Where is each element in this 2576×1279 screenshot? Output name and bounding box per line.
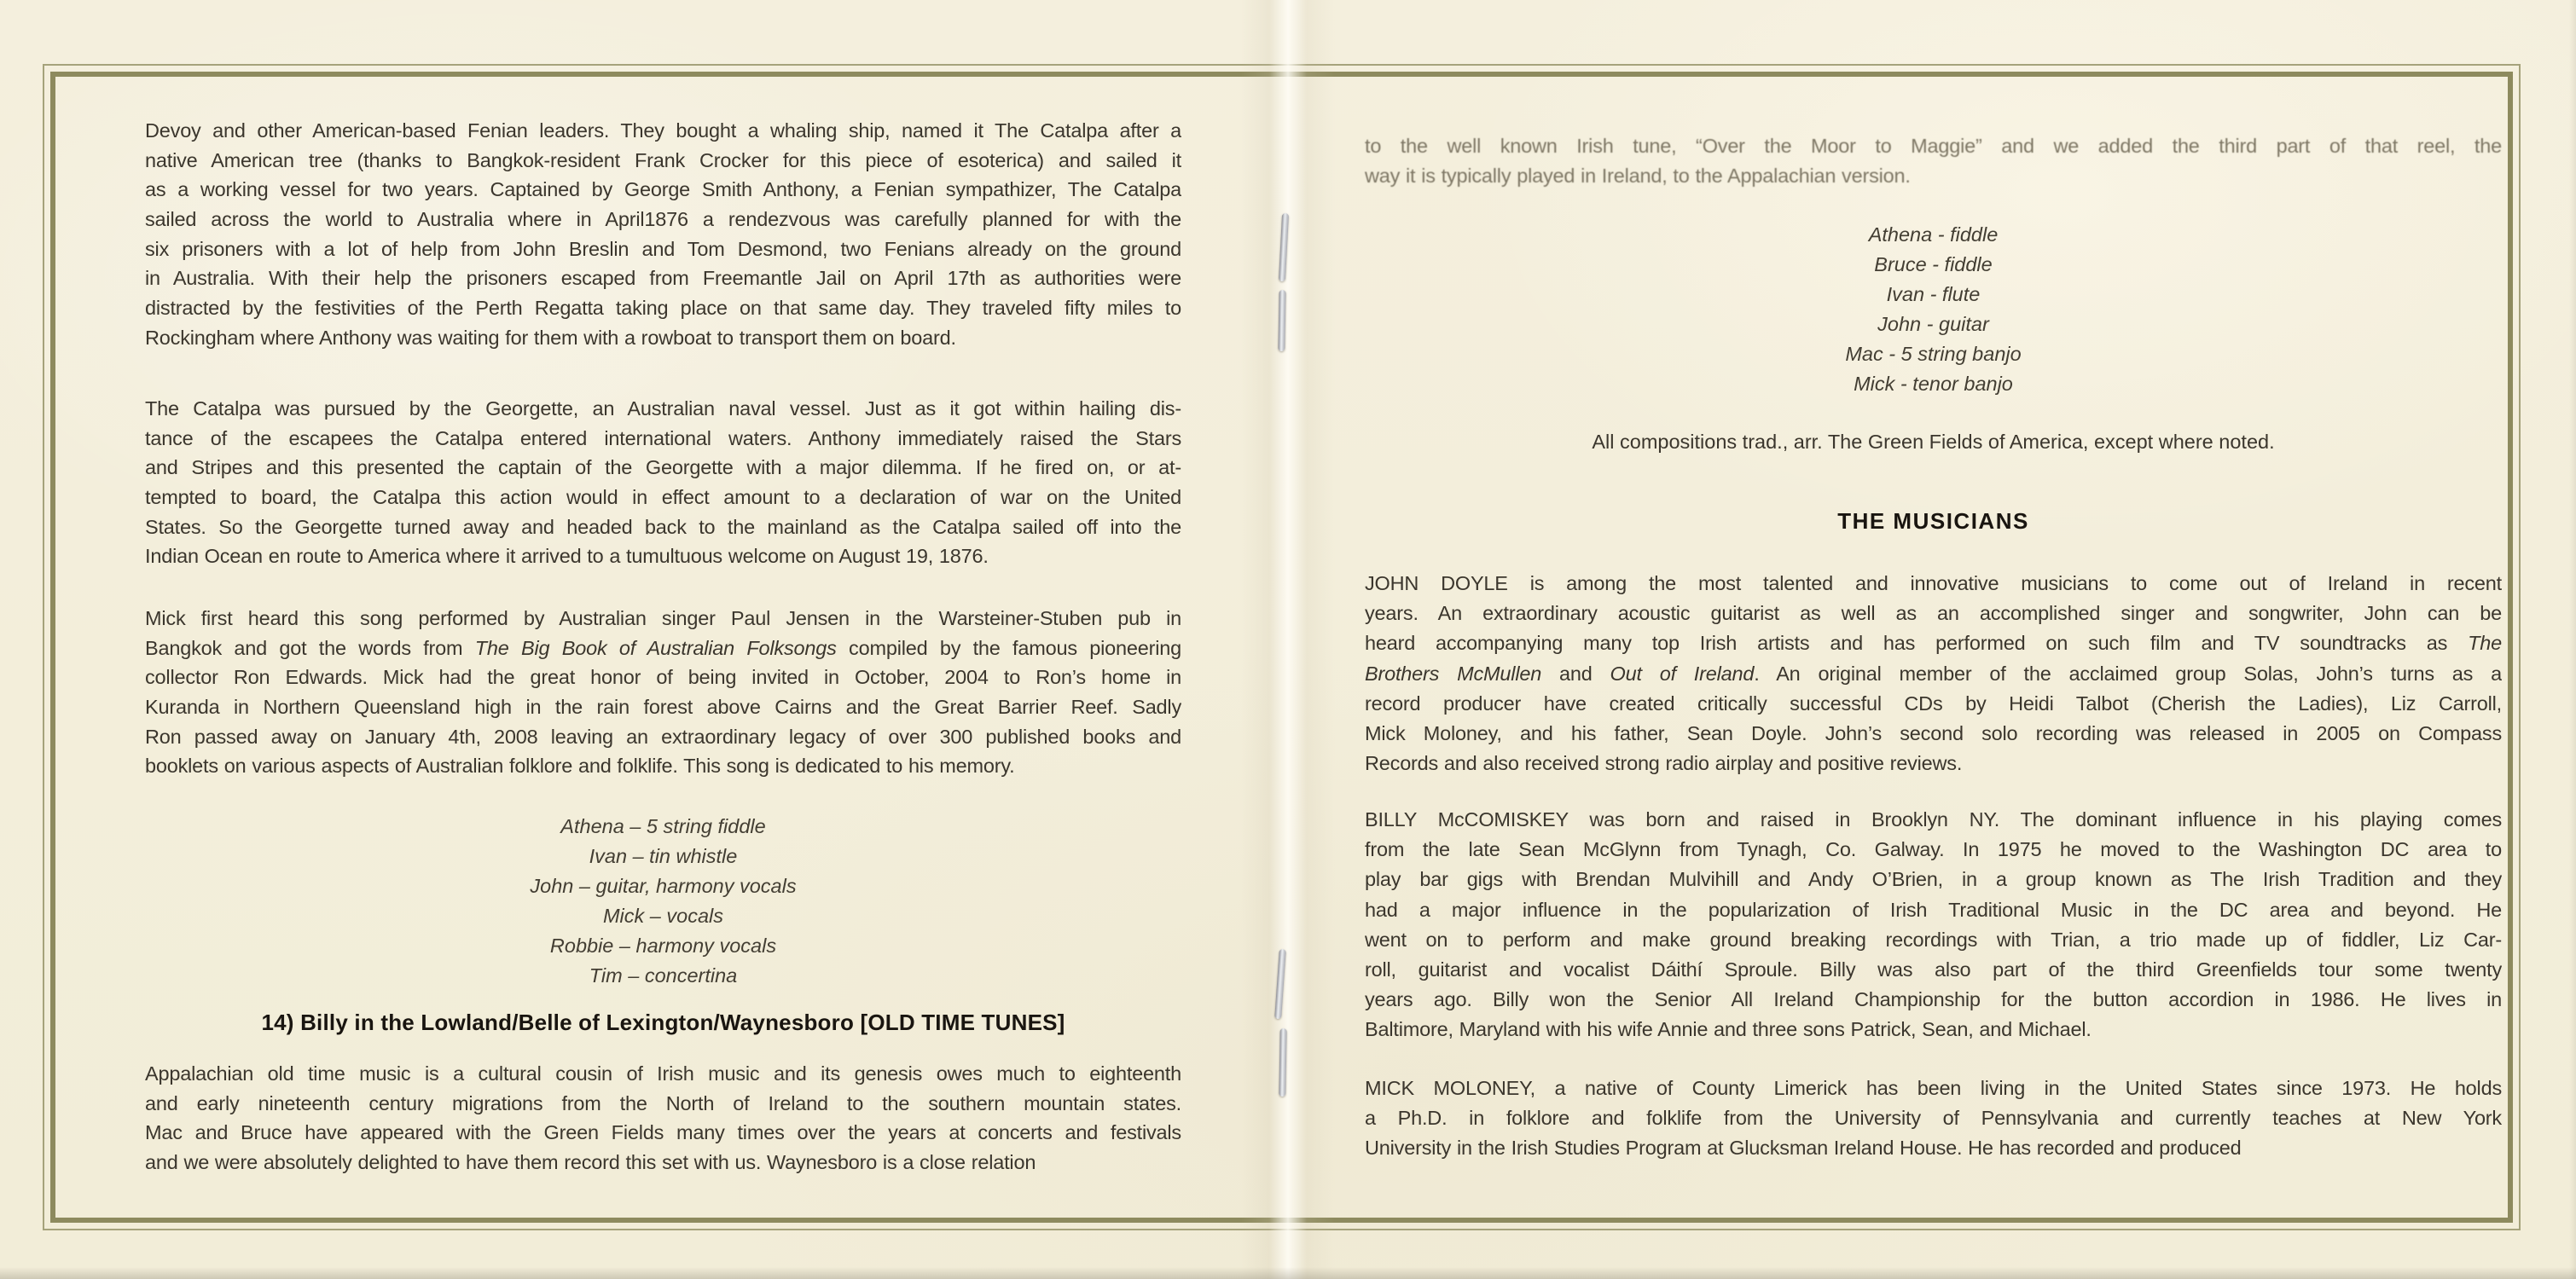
paragraph-catalpa-2: The Catalpa was pursued by the Georgette, an Australian naval vessel. Just as it got within hailing dis- tance of the escapees the Catalpa entered international waters. Anthony immediately raised the Stars and Stripes and this presented the captain of the Georgette with a major dilemma. If he fired on, or at- tempted to board, the Catalpa this action would in effect amount to a declaration of war on the United States. So the Georgette turned away and headed back to the mainland as the Catalpa sailed off into the Indian Ocean en route to America where it arrived to a tumultuous welcome on August 19, 1876.	[145, 397, 1181, 568]
paragraph-mick-song: Mick first heard this song performed by Australian singer Paul Jensen in the Warsteiner-Stuben pub in Bangkok and got the words from The Big Book of Australian Folksongs compiled by the famous pioneering collector Ron Edwards. Mick had the great honor of being invited in October, 2004 to Ron’s home in Kuranda in Northern Queensland high in the rain forest above Cairns and the Great Barrier Reef. Sadly Ron passed away on January 4th, 2008 leaving an extraordinary legacy of over 300 published books and booklets on various aspects of Australian folklore and folklife. This song is dedicated to his memory.	[145, 607, 1181, 778]
scan-edge-right	[2569, 0, 2576, 1279]
track-credits-list: Athena - fiddle Bruce - fiddle Ivan - flute John - guitar Mac - 5 string banjo Mick - tenor banjo	[1845, 223, 2022, 395]
track-heading: 14) Billy in the Lowland/Belle of Lexington/Waynesboro [OLD TIME TUNES]	[261, 1010, 1065, 1035]
paragraph-john-doyle: JOHN DOYLE is among the most talented and innovative musicians to come out of Ireland in recent years. An extraordinary acoustic guitarist as well as an accomplished singer and songwriter, John can be heard accompanying many top Irish artists and has performed on such film and TV soundtracks as The Brothers McMullen and Out of Ireland. An original member of the acclaimed group Solas, John’s turns as a record producer have created critically successful CDs by Heidi Talbot (Cherish the Ladies), Liz Carroll, Mick Moloney, and his father, Sean Doyle. John’s second solo recording was released in 2005 on Compass Records and also received strong radio airplay and positive reviews.	[1365, 572, 2502, 775]
scan-edge-bottom	[0, 1267, 2576, 1279]
paragraph-catalpa-1: Devoy and other American-based Fenian leaders. They bought a whaling ship, named it The Catalpa after a native American tree (thanks to Bangkok-resident Frank Crocker for this piece of esoterica) and sailed it as a working vessel for two years. Captained by George Smith Anthony, a Fenian sympathizer, The Catalpa sailed across the world to Australia where in April1876 a rendezvous was carefully planned for with the six prisoners with a lot of help from John Breslin and Tom Desmond, two Fenians already on the ground in Australia. With their help the prisoners escaped from Freemantle Jail on April 17th as authorities were distracted by the festivities of the Perth Regatta taking place on that same day. They traveled fifty miles to Rockingham where Anthony was waiting for them with a rowboat to transport them on board.	[145, 119, 1181, 349]
compositions-note: All compositions trad., arr. The Green Fields of America, except where noted.	[1592, 431, 2275, 453]
paragraph-billy-mccomiskey: BILLY McCOMISKEY was born and raised in Brooklyn NY. The dominant influence in his playing comes from the late Sean McGlynn from Tynagh, Co. Galway. In 1975 he moved to the Washington DC area to play bar gigs with Brendan Mulvihill and Andy O’Brien, in a group known as The Irish Tradition and they had a major influence in the popularization of Irish Traditional Music in the DC area and beyond. He went on to perform and make ground breaking recordings with Trian, a trio made up of fiddler, Liz Car- roll, guitarist and vocalist Dáithí Sproule. Billy was also part of the third Greenfields tour some twenty years ago. Billy won the Senior All Ireland Championship for the button accordion in 1986. He lives in Baltimore, Maryland with his wife Annie and three sons Patrick, Sean, and Michael.	[1365, 808, 2502, 1041]
paragraph-mick-moloney: MICK MOLONEY, a native of County Limerick has been living in the United States since 1973. He holds a Ph.D. in folklore and folklife from the University of Pennsylvania and currently teaches at New York University in the Irish Studies Program at Glucksman Ireland House. He has recorded and produced	[1365, 1077, 2502, 1160]
center-fold	[1241, 0, 1335, 1279]
paragraph-intro: to the well known Irish tune, “Over the Moor to Maggie” and we added the third part of that reel, the way it is typically played in Ireland, to the Appalachian version.	[1365, 135, 2502, 188]
paragraph-appalachian: Appalachian old time music is a cultural cousin of Irish music and its genesis owes much to eighteenth and early nineteenth century migrations from the North of Ireland to the southern mountain states. Mac and Bruce have appeared with the Green Fields many times over the years at concerts and festivals and we were absolutely delighted to have them record this set with us. Waynesboro is a close relation	[145, 1062, 1181, 1174]
track-credits-list: Athena – 5 string fiddle Ivan – tin whistle John – guitar, harmony vocals Mick – vocals Robbie – harmony vocals Tim – concertina	[530, 815, 797, 987]
musicians-heading: THE MUSICIANS	[1837, 508, 2029, 534]
staple-icon	[1279, 1028, 1286, 1097]
staple-icon	[1278, 290, 1285, 351]
